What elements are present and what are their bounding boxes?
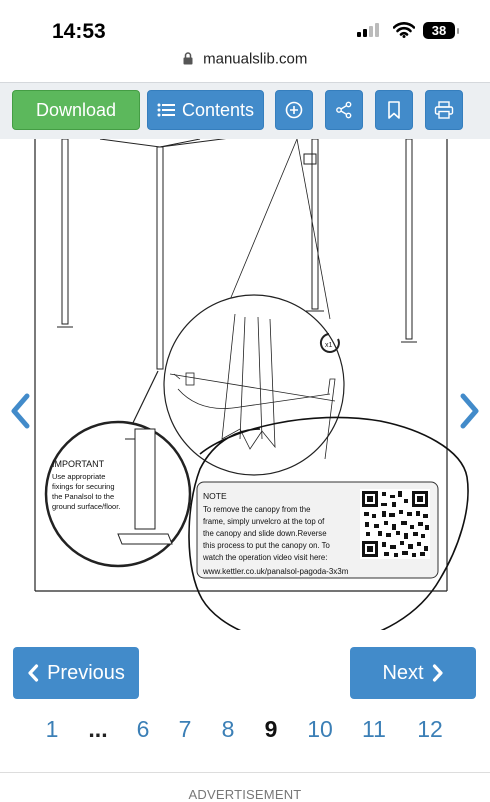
page-link[interactable]: 8: [221, 716, 235, 742]
note-line: To remove the canopy from the: [203, 505, 311, 514]
chevron-right-icon: [432, 664, 444, 682]
status-bar: [0, 0, 490, 50]
divider: [0, 772, 490, 773]
advertisement-label: ADVERTISEMENT: [188, 787, 302, 802]
note-url: www.kettler.co.uk/panalsol-pagoda-3x3m: [203, 567, 349, 576]
next-page-arrow-icon[interactable]: [459, 393, 481, 429]
contents-button[interactable]: [147, 90, 264, 130]
page-link[interactable]: 12: [417, 716, 443, 742]
bookmark-icon: [387, 101, 401, 119]
page-link[interactable]: 1: [45, 716, 59, 742]
next-label: Next: [382, 661, 424, 684]
note-line: this process to put the canopy on. To: [203, 541, 330, 550]
previous-page-arrow-icon[interactable]: [9, 393, 31, 429]
current-page: 9: [264, 716, 278, 742]
next-button[interactable]: [350, 647, 476, 699]
chevron-left-icon: [27, 664, 39, 682]
important-line: Use appropriate: [52, 472, 106, 481]
previous-label: Previous: [47, 661, 125, 684]
lock-icon: [183, 52, 193, 65]
manual-page-viewer: [0, 139, 490, 630]
wifi-icon: [393, 22, 415, 38]
important-line: ground surface/floor.: [52, 502, 121, 511]
qr-code-image: [360, 489, 430, 559]
page-link[interactable]: 7: [178, 716, 192, 742]
page-ellipsis: ...: [88, 716, 108, 742]
bookmark-button[interactable]: [375, 90, 413, 130]
print-button[interactable]: [425, 90, 463, 130]
battery-icon: 38: [423, 22, 455, 39]
previous-button[interactable]: [13, 647, 139, 699]
clock: 14:53: [52, 20, 106, 43]
battery-cap: [457, 28, 459, 34]
page-link[interactable]: 6: [136, 716, 150, 742]
assembly-illustration: [0, 139, 490, 630]
page-link[interactable]: 11: [362, 716, 386, 742]
zoom-in-button[interactable]: [275, 90, 313, 130]
important-line: fixings for securing: [52, 482, 115, 491]
important-line: the Panalsol to the: [52, 492, 115, 501]
download-button[interactable]: [12, 90, 140, 130]
plus-circle-icon: [285, 101, 303, 119]
important-title: IMPORTANT: [52, 459, 105, 469]
toolbar: [0, 82, 490, 140]
pagination: [0, 716, 490, 746]
share-icon: [335, 101, 353, 119]
url-text: manualslib.com: [203, 50, 308, 68]
list-icon: [157, 103, 175, 117]
note-line: the canopy and slide down.Reverse: [203, 529, 327, 538]
printer-icon: [434, 101, 454, 119]
note-title: NOTE: [203, 491, 227, 501]
download-label: Download: [35, 99, 117, 120]
note-line: watch the operation video visit here:: [203, 553, 328, 562]
contents-label: Contents: [181, 99, 255, 120]
share-button[interactable]: [325, 90, 363, 130]
page-link[interactable]: 10: [307, 716, 333, 742]
note-line: frame, simply unvelcro at the top of: [203, 517, 325, 526]
address-bar[interactable]: [0, 50, 490, 80]
quantity-label: x1: [325, 342, 333, 349]
